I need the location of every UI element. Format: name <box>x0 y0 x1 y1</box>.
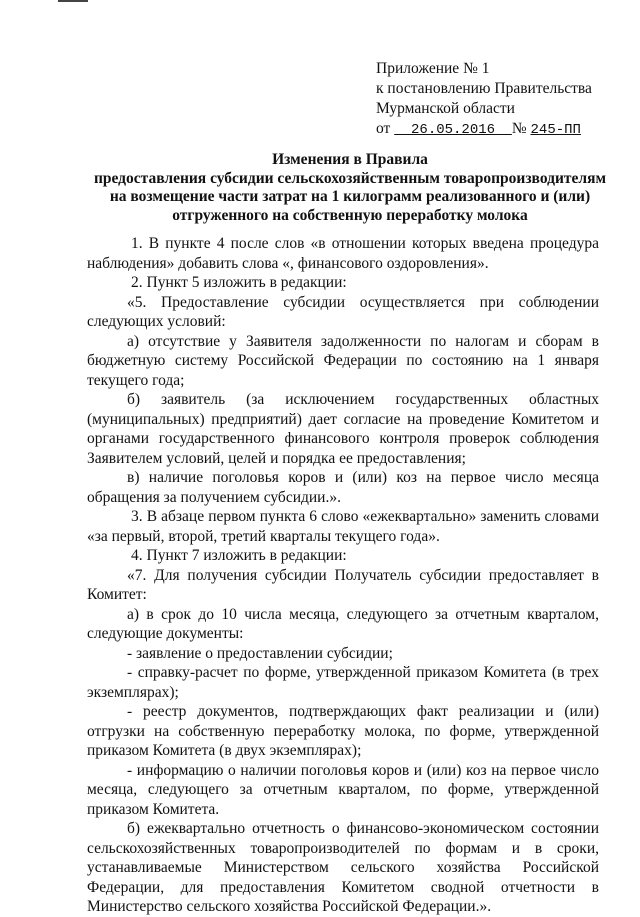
document-body <box>87 234 599 917</box>
paragraph-6: в) наличие поголовья коров и (или) коз на первое число месяца обращения за получением субсидии.». <box>87 469 599 506</box>
number-stamp <box>531 122 581 138</box>
paragraph-11: - заявление о предоставлении субсидии; <box>127 644 393 662</box>
paragraph-1: 1. В пункте 4 после слов «в отношении которых введена процедура наблюдения» добавить слова «, финансового оздоровления». <box>87 235 599 272</box>
title-line-2: предоставления субсидии сельскохозяйственным товаропроизводителям <box>93 169 607 187</box>
date-value: 26.05.2016 <box>411 122 496 138</box>
appendix-header <box>376 59 626 140</box>
paragraph-5: б) заявитель (за исключением государственных областных (муниципальных) предприятий) дает согласие на проведение Комитетом и органами государственного финансового контроля проверок соблюдения Заявителем условий, целей и порядка ее предоставления; <box>87 391 599 467</box>
paragraph-13: - реестр документов, подтверждающих факт реализации и (или) отгрузки на собственную переработку молока, по форме, утвержденной приказом Комитета (в двух экземплярах); <box>87 703 599 759</box>
paragraph-14: - информацию о наличии поголовья коров и (или) коз на первое число месяца, следующего за отчетным кварталом, по форме, утвержденной приказом Комитета. <box>87 761 599 818</box>
paragraph-9: «7. Для получения субсидии Получатель субсидии предоставляет в Комитет: <box>87 566 599 603</box>
paragraph-7: 3. В абзаце первом пункта 6 слово «ежеквартально» заменить словами «за первый, второй, третий кварталы текущего года». <box>87 508 599 545</box>
title-line-3: на возмещение части затрат на 1 килограмм реализованного и (или) <box>109 188 591 205</box>
paragraph-2: 2. Пункт 5 изложить в редакции: <box>131 274 347 291</box>
appendix-date-line <box>376 119 626 140</box>
scan-mark <box>58 0 88 2</box>
document-title <box>90 151 610 225</box>
date-stamp <box>394 122 512 138</box>
paragraph-3: «5. Предоставление субсидии осуществляется при соблюдении следующих условий: <box>87 293 599 330</box>
paragraph-10: а) в срок до 10 числа месяца, следующего за отчетным кварталом, следующие документы: <box>87 605 599 642</box>
date-prefix: от <box>376 120 391 137</box>
number-value: 245-ПП <box>530 122 581 138</box>
paragraph-12: - справку-расчет по форме, утвержденной приказом Комитета (в трех экземплярах); <box>87 664 599 701</box>
paragraph-8: 4. Пункт 7 изложить в редакции: <box>131 547 347 564</box>
paragraph-15: б) ежеквартально отчетность о финансово-экономическом состоянии сельскохозяйственных товаропроизводителей по формам и в сроки, устанавливаемые Министерством сельского хозяйства Российской Федерации, для предоставления Комитетом сводной отчетности в Министерство сельского хозяйства Российской Федерации.». <box>87 820 599 915</box>
title-line-4: отгруженного на собственную переработку молока <box>172 206 528 224</box>
paragraph-4: а) отсутствие у Заявителя задолженности по налогам и сборам в бюджетную систему Российской Федерации по состоянию на 1 января текущего года; <box>87 332 599 389</box>
appendix-line-3: Мурманской области <box>376 100 515 117</box>
appendix-line-2: к постановлению Правительства <box>376 80 592 97</box>
title-line-1: Изменения в Правила <box>272 151 428 168</box>
appendix-line-1: Приложение № 1 <box>376 60 490 77</box>
number-prefix: № <box>511 120 527 137</box>
